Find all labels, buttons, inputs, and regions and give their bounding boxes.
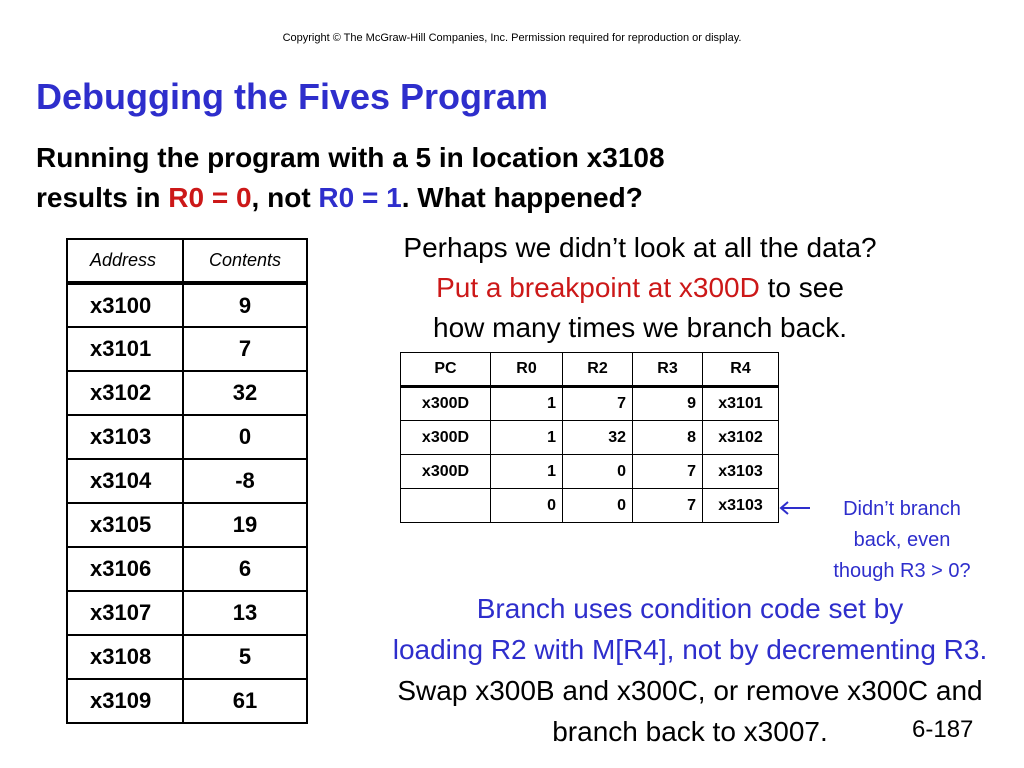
r2-cell: 7 <box>563 387 633 421</box>
r4-cell: x3102 <box>703 421 779 455</box>
contents-cell: 19 <box>183 503 307 547</box>
r4-header: R4 <box>703 353 779 387</box>
branch-line-3: Swap x300B and x300C, or remove x300C and <box>397 675 983 706</box>
register-table-body <box>401 387 779 523</box>
contents-cell: 6 <box>183 547 307 591</box>
contents-header: Contents <box>183 239 307 283</box>
contents-cell: 61 <box>183 679 307 723</box>
memory-table <box>66 238 308 724</box>
contents-cell: 5 <box>183 635 307 679</box>
pc-cell <box>401 489 491 523</box>
hint-line-3: how many times we branch back. <box>433 312 847 343</box>
r2-cell: 0 <box>563 455 633 489</box>
memory-row <box>67 415 307 459</box>
subtitle-line-1: Running the program with a 5 in location x3108 <box>36 142 665 173</box>
memory-row <box>67 459 307 503</box>
memory-table-header <box>67 239 307 283</box>
pc-cell: x300D <box>401 421 491 455</box>
pc-cell: x300D <box>401 387 491 421</box>
slide-title: Debugging the Fives Program <box>36 76 549 117</box>
subtitle-equals: = <box>354 182 387 213</box>
r2-header: R2 <box>563 353 633 387</box>
branch-line-1: Branch uses condition code set by <box>476 593 904 624</box>
r3-cell: 7 <box>633 489 703 523</box>
register-row <box>401 455 779 489</box>
r4-cell: x3103 <box>703 489 779 523</box>
address-cell: x3108 <box>67 635 183 679</box>
address-cell: x3107 <box>67 591 183 635</box>
branch-note <box>812 494 992 587</box>
subtitle-r0-result: R0 = 0 <box>168 182 252 213</box>
contents-cell: 9 <box>183 283 307 327</box>
register-row <box>401 421 779 455</box>
memory-row <box>67 283 307 327</box>
address-cell: x3100 <box>67 283 183 327</box>
r2-cell: 32 <box>563 421 633 455</box>
address-cell: x3109 <box>67 679 183 723</box>
address-cell: x3102 <box>67 371 183 415</box>
subtitle-text-a: results in <box>36 182 169 213</box>
subtitle-line-2 <box>36 178 665 218</box>
hint-line-2 <box>340 268 940 308</box>
hint-line-1: Perhaps we didn’t look at all the data? <box>403 232 877 263</box>
address-cell: x3105 <box>67 503 183 547</box>
note-line-3: though R3 > 0? <box>833 560 971 582</box>
address-cell: x3106 <box>67 547 183 591</box>
r3-header: R3 <box>633 353 703 387</box>
r0-cell: 1 <box>491 387 563 421</box>
pc-cell: x300D <box>401 455 491 489</box>
memory-row <box>67 371 307 415</box>
r3-cell: 8 <box>633 421 703 455</box>
register-row <box>401 489 779 523</box>
register-row <box>401 387 779 421</box>
r0-cell: 1 <box>491 455 563 489</box>
contents-cell: -8 <box>183 459 307 503</box>
note-line-1: Didn’t branch <box>843 498 961 520</box>
memory-row <box>67 503 307 547</box>
hint-line-2-rest: to see <box>759 272 844 303</box>
r4-cell: x3103 <box>703 455 779 489</box>
address-header: Address <box>67 239 183 283</box>
subtitle-expected-value: 1 <box>386 182 402 213</box>
note-line-2: back, even <box>853 529 951 551</box>
r4-cell: x3101 <box>703 387 779 421</box>
address-cell: x3101 <box>67 327 183 371</box>
address-cell: x3104 <box>67 459 183 503</box>
subtitle-text-b: , not <box>251 182 319 213</box>
r3-cell: 7 <box>633 455 703 489</box>
register-table-header <box>401 353 779 387</box>
contents-cell: 13 <box>183 591 307 635</box>
slide-number: 6-187 <box>912 716 974 743</box>
memory-row <box>67 635 307 679</box>
branch-line-2: loading R2 with M[R4], not by decrementing R3. <box>392 634 988 665</box>
copyright-notice: Copyright © The McGraw-Hill Companies, Inc. Permission required for reproduction or display. <box>282 32 742 44</box>
memory-row <box>67 679 307 723</box>
contents-cell: 32 <box>183 371 307 415</box>
breakpoint-hint <box>340 228 940 348</box>
branch-line-4: branch back to x3007. <box>552 716 828 747</box>
r2-cell: 0 <box>563 489 633 523</box>
memory-row <box>67 547 307 591</box>
hint-breakpoint-text: Put a breakpoint at x300D <box>436 272 760 303</box>
memory-row <box>67 327 307 371</box>
r0-cell: 1 <box>491 421 563 455</box>
memory-row <box>67 591 307 635</box>
memory-table-body <box>67 283 307 723</box>
address-cell: x3103 <box>67 415 183 459</box>
subtitle-question: . What happened? <box>401 182 643 213</box>
contents-cell: 7 <box>183 327 307 371</box>
contents-cell: 0 <box>183 415 307 459</box>
register-trace-table <box>400 352 779 523</box>
subtitle-r0-label: R0 <box>318 182 355 213</box>
r0-header: R0 <box>491 353 563 387</box>
pc-header: PC <box>401 353 491 387</box>
r3-cell: 9 <box>633 387 703 421</box>
r0-cell: 0 <box>491 489 563 523</box>
left-arrow-icon <box>778 498 812 518</box>
slide-subtitle <box>36 138 665 218</box>
